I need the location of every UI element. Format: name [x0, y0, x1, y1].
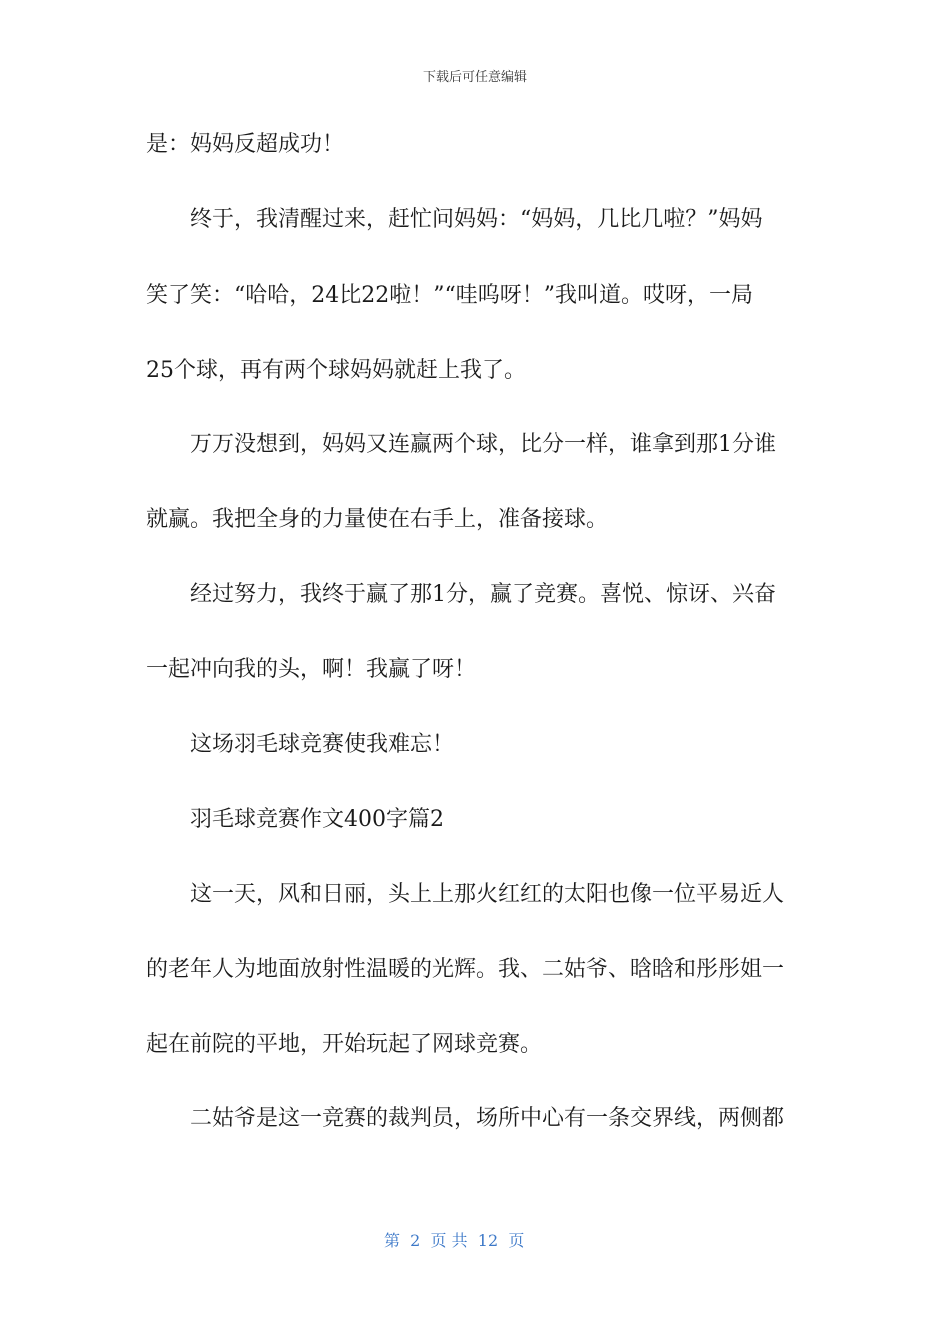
- body-line-5: 万万没想到，妈妈又连赢两个球，比分一样，谁拿到那1分谁: [190, 432, 776, 457]
- body-line-2: 终于，我清醒过来，赶忙问妈妈：“妈妈，几比几啦？”妈妈: [190, 207, 763, 232]
- body-line-7: 经过努力，我终于赢了那1分，赢了竞赛。喜悦、惊讶、兴奋: [190, 582, 776, 607]
- section-heading: 羽毛球竞赛作文400字篇2: [190, 807, 444, 832]
- body-line-14: 二姑爷是这一竞赛的裁判员，场所中心有一条交界线，两侧都: [190, 1106, 785, 1131]
- body-line-9: 这场羽毛球竞赛使我难忘！: [190, 732, 455, 757]
- body-line-11: 这一天，风和日丽，头上上那火红红的太阳也像一位平易近人: [190, 882, 785, 907]
- body-line-6: 就赢。我把全身的力量使在右手上，准备接球。: [146, 507, 609, 532]
- body-line-8: 一起冲向我的头，啊！我赢了呀！: [146, 657, 477, 682]
- page-header-note: 下载后可任意编辑: [422, 70, 527, 85]
- body-line-3: 笑了笑：“哈哈，24比22啦！”“哇呜呀！”我叫道。哎呀，一局: [146, 283, 753, 308]
- body-line-12: 的老年人为地面放射性温暖的光辉。我、二姑爷、晗晗和彤彤姐一: [146, 957, 785, 982]
- page-number-footer: 第 2 页 共 12 页: [384, 1231, 525, 1250]
- body-line-4: 25个球，再有两个球妈妈就赶上我了。: [146, 358, 526, 383]
- body-line-1: 是：妈妈反超成功！: [146, 132, 345, 157]
- body-line-13: 起在前院的平地，开始玩起了网球竞赛。: [146, 1032, 543, 1057]
